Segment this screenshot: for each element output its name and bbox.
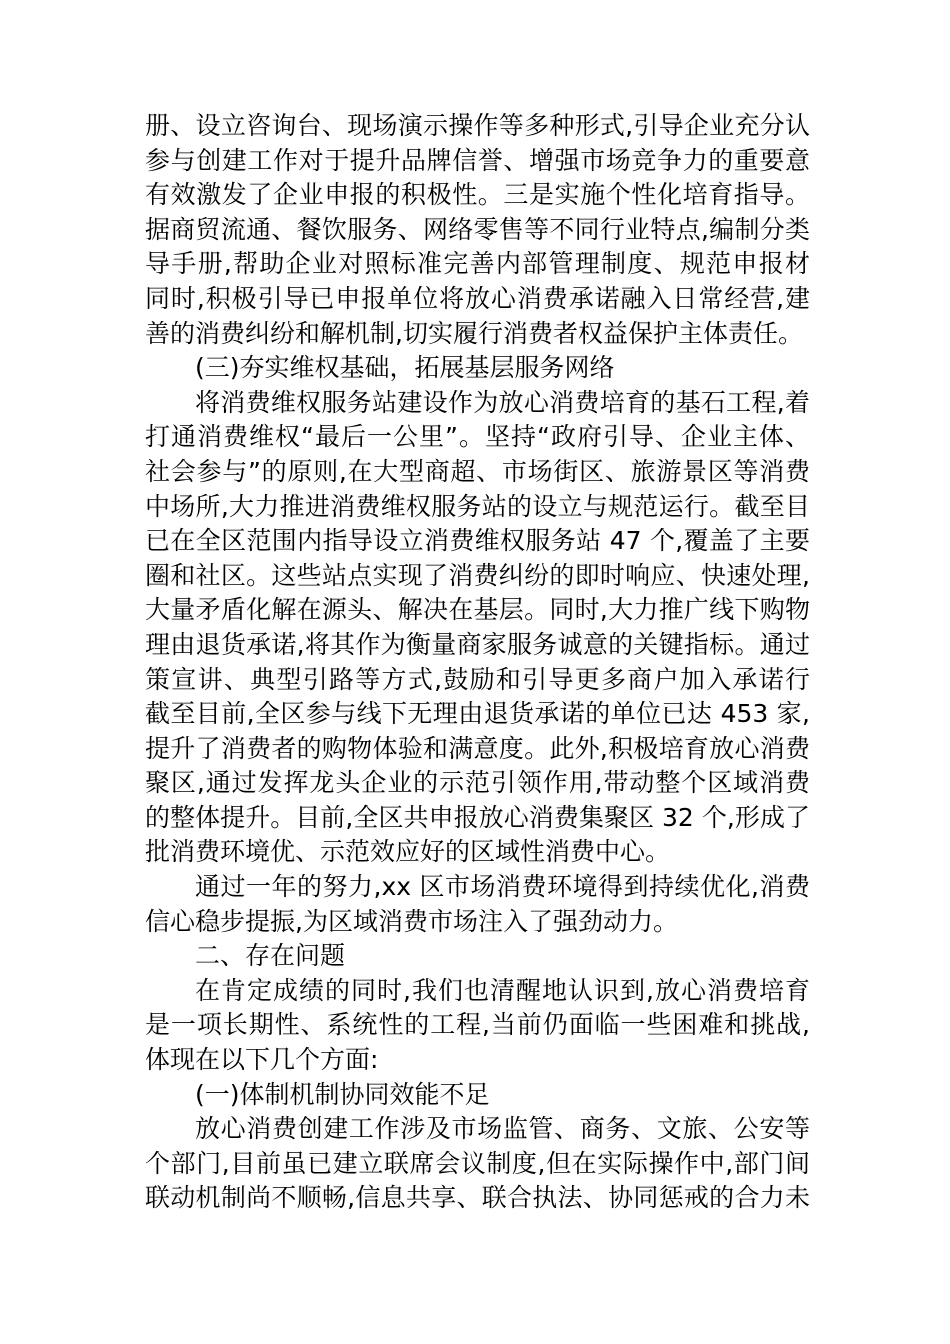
- text-line: 个部门,目前虽已建立联席会议制度,但在实际操作中,部门间: [145, 1148, 810, 1178]
- text-line: 善的消费纠纷和解机制,切实履行消费者权益保护主体责任。: [145, 318, 803, 348]
- text-line: 册、设立咨询台、现场演示操作等多种形式,引导企业充分认: [145, 111, 810, 140]
- text-line: 提升了消费者的购物体验和满意度。此外,积极培育放心消费: [145, 733, 810, 763]
- text-line: (一)体制机制协同效能不足: [195, 1079, 490, 1109]
- text-line: 参与创建工作对于提升品牌信誉、增强市场竞争力的重要意: [145, 145, 810, 175]
- text-line: (三)夯实维权基础，拓展基层服务网络: [195, 353, 615, 383]
- text-line: 将消费维权服务站建设作为放心消费培育的基石工程,着: [195, 387, 810, 417]
- text-line: 二、存在问题: [195, 941, 346, 971]
- text-line: 已在全区范围内指导设立消费维权服务站 47 个,覆盖了主要: [145, 526, 810, 556]
- text-line: 截至目前,全区参与线下无理由退货承诺的单位已达 453 家,: [145, 699, 810, 729]
- text-line: 策宣讲、典型引路等方式,鼓励和引导更多商户加入承诺行: [145, 664, 810, 694]
- text-line: 信心稳步提振,为区域消费市场注入了强劲动力。: [145, 906, 678, 936]
- text-line: 理由退货承诺,将其作为衡量商家服务诚意的关键指标。通过: [145, 629, 810, 659]
- text-line: 打通消费维权“最后一公里”。坚持“政府引导、企业主体、: [145, 422, 810, 452]
- text-line: 大量矛盾化解在源头、解决在基层。同时,大力推广线下购物: [145, 595, 810, 625]
- document-body: [145, 109, 810, 1216]
- text-line: 放心消费创建工作涉及市场监管、商务、文旅、公安等: [195, 1114, 810, 1144]
- text-line: 是一项长期性、系统性的工程,当前仍面临一些困难和挑战,: [145, 1010, 810, 1040]
- text-line: 同时,积极引导已申报单位将放心消费承诺融入日常经营,建: [145, 283, 810, 313]
- text-line: 在肯定成绩的同时,我们也清醒地认识到,放心消费培育: [195, 975, 810, 1005]
- text-line: 联动机制尚不顺畅,信息共享、联合执法、协同惩戒的合力未: [145, 1183, 810, 1213]
- text-line: 有效激发了企业申报的积极性。三是实施个性化培育指导。: [145, 180, 810, 210]
- text-line: 的整体提升。目前,全区共申报放心消费集聚区 32 个,形成了: [145, 802, 810, 832]
- text-line: 圈和社区。这些站点实现了消费纠纷的即时响应、快速处理,: [145, 560, 810, 590]
- text-line: 导手册,帮助企业对照标准完善内部管理制度、规范申报材: [145, 249, 810, 279]
- text-line: 聚区,通过发挥龙头企业的示范引领作用,带动整个区域消费: [145, 768, 810, 798]
- text-line: 中场所,大力推进消费维权服务站的设立与规范运行。截至目: [145, 491, 810, 521]
- text-line: 通过一年的努力,xx 区市场消费环境得到持续优化,消费: [195, 872, 810, 902]
- text-line: 批消费环境优、示范效应好的区域性消费中心。: [145, 837, 671, 867]
- text-line: 据商贸流通、餐饮服务、网络零售等不同行业特点,编制分类: [145, 214, 810, 244]
- text-line: 体现在以下几个方面:: [145, 1045, 379, 1075]
- text-line: 社会参与”的原则,在大型商超、市场街区、旅游景区等消费: [145, 456, 810, 486]
